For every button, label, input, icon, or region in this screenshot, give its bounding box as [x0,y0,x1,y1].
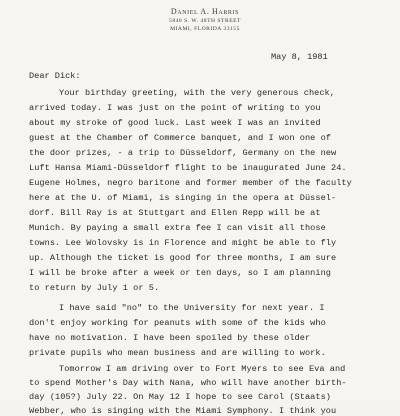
body-line: day (105?) July 22. On May 12 I hope to see Carol (Staats) [29,392,332,402]
body-line: up. Although the ticket is good for three months, I am sure [29,253,337,263]
body-line: Luft Hansa Miami-Düsseldorf flight to be inaugurated June 24. [29,163,347,173]
body-line: about my stroke of good luck. Last week I was an invited [29,118,321,128]
body-line: Webber, who is singing with the Miami Symphony. I think you [29,406,337,416]
body-line: dorf. Bill Ray is at Stuttgart and Ellen Repp will be at [29,208,321,218]
body-line: arrived today. I was just on the point of writing to you [29,103,321,113]
body-line: Tomorrow I am driving over to Fort Myers to see Eva and [59,364,346,374]
body-line: towns. Lee Wolovsky is in Florence and might be able to fly [29,238,337,248]
body-line: guest at the Chamber of Commerce banquet, and I won one of [29,133,332,143]
letterhead-name: Daniel A. Harris [170,7,240,16]
body-line: here at the U. of Miami, is singing in the opera at Düssel- [29,193,337,203]
body-line: private pupils who mean business and are willing to work. [29,348,326,358]
body-line: to spend Mother's Day with Nana, who will have another birth- [29,378,347,388]
letter-date: May 8, 1981 [271,52,328,62]
body-line: don't enjoy working for peanuts with some of the kids who [29,318,326,328]
body-line: the door prizes, - a trip to Düsseldorf, Germany on the new [29,148,337,158]
body-line: to return by July 1 or 5. [29,283,160,293]
letterhead-city: MIAMI, FLORIDA 33155 [170,26,240,32]
letterhead-street: 5840 S. W. 48TH STREET [169,18,241,24]
salutation: Dear Dick: [29,71,81,81]
body-line: Your birthday greeting, with the very generous check, [59,88,335,98]
body-line: have no motivation. I have been spoiled by these older [29,333,311,343]
body-line: Munich. By paying a small extra fee I can visit all those [29,223,326,233]
body-line: I will be broke after a week or ten days, so I am planning [29,268,332,278]
body-line: I have said "no" to the University for next year. I [59,303,325,313]
body-line: Eugene Holmes, negro baritone and former member of the faculty [29,178,352,188]
